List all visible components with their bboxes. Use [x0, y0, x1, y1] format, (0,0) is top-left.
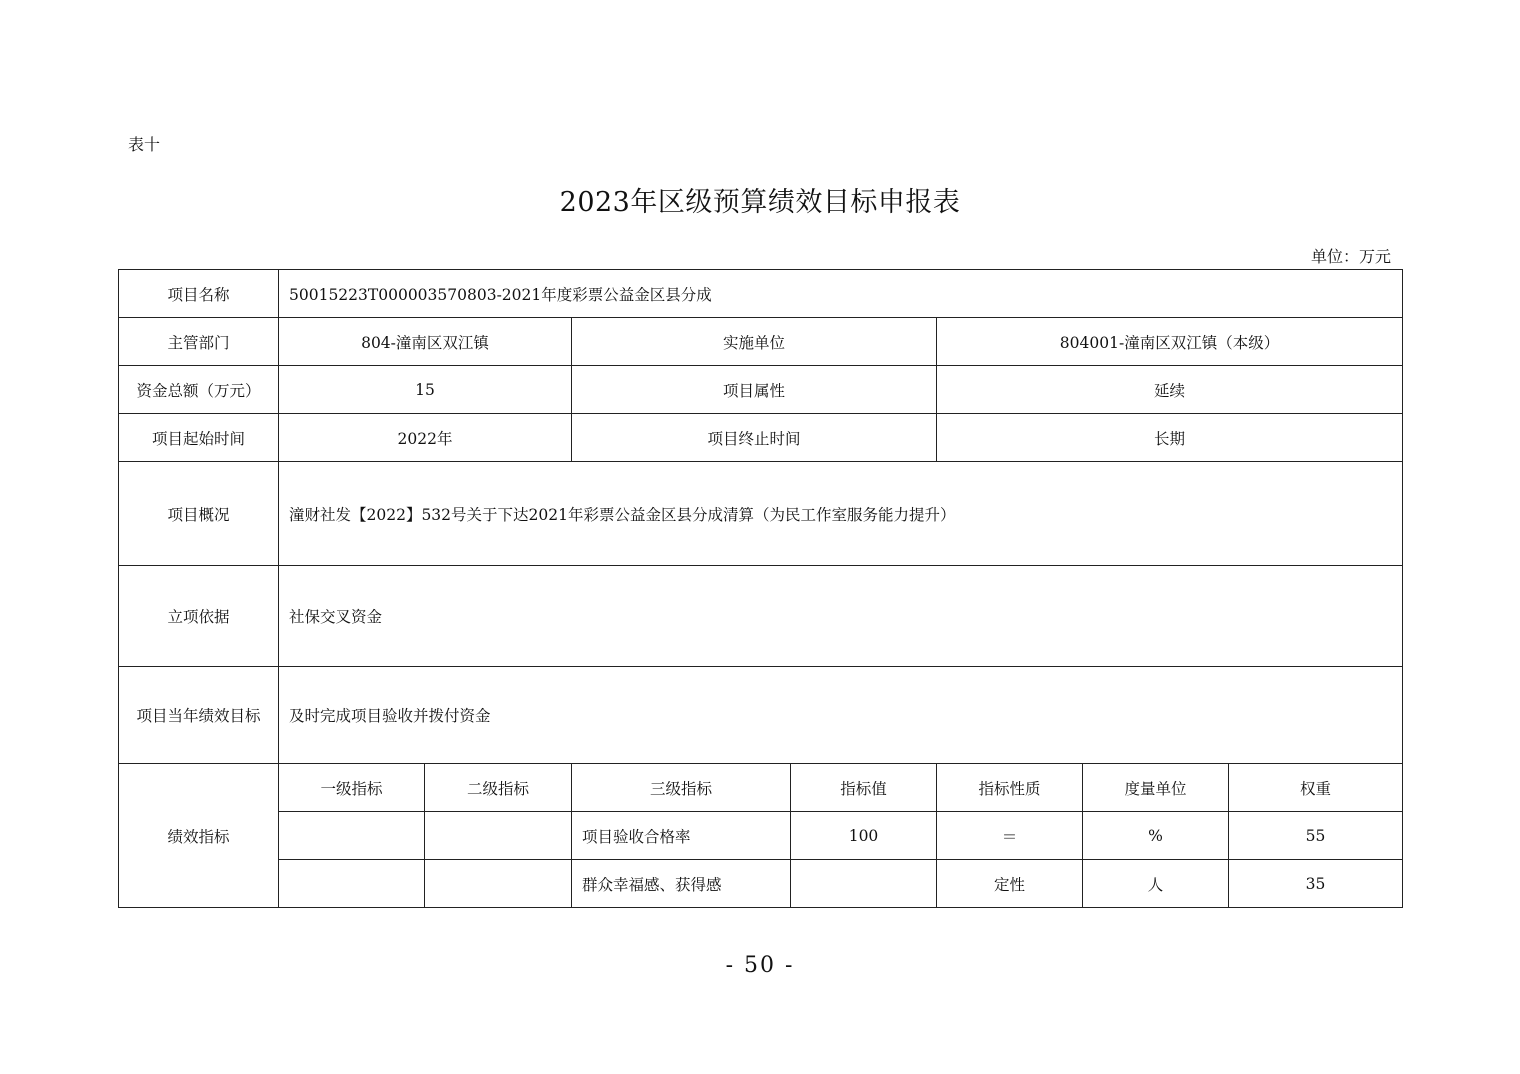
indicator-level1	[279, 812, 425, 860]
indicator-unit: 人	[1083, 860, 1229, 908]
dept-value: 804-潼南区双江镇	[279, 318, 572, 366]
basis-label: 立项依据	[119, 566, 279, 667]
overview-value: 潼财社发【2022】532号关于下达2021年彩票公益金区县分成清算（为民工作室服务能力提升）	[279, 462, 1403, 566]
row-basis	[119, 566, 1403, 667]
dept-label: 主管部门	[119, 318, 279, 366]
indicator-weight: 55	[1229, 812, 1403, 860]
unit-note: 单位：万元	[1310, 247, 1391, 266]
table-row	[119, 860, 1403, 908]
start-label: 项目起始时间	[119, 414, 279, 462]
goal-label: 项目当年绩效目标	[119, 667, 279, 764]
indicator-level2	[425, 860, 572, 908]
indicator-weight: 35	[1229, 860, 1403, 908]
row-period	[119, 414, 1403, 462]
page-number: - 50 -	[725, 953, 795, 978]
table-row	[119, 812, 1403, 860]
indicator-level3: 群众幸福感、获得感	[572, 860, 791, 908]
attr-value: 延续	[937, 366, 1403, 414]
indicator-nature: 定性	[937, 860, 1083, 908]
indicator-header-cell: 一级指标	[279, 764, 425, 812]
indicator-level1	[279, 860, 425, 908]
indicator-header-cell: 指标性质	[937, 764, 1083, 812]
row-indicator-header	[119, 764, 1403, 812]
row-overview	[119, 462, 1403, 566]
indicator-header-cell: 三级指标	[572, 764, 791, 812]
start-value: 2022年	[279, 414, 572, 462]
table-number: 表十	[128, 135, 161, 154]
project-name-value: 50015223T000003570803-2021年度彩票公益金区县分成	[279, 270, 1403, 318]
indicator-header-cell: 权重	[1229, 764, 1403, 812]
indicator-unit: %	[1083, 812, 1229, 860]
goal-value: 及时完成项目验收并拨付资金	[279, 667, 1403, 764]
end-value: 长期	[937, 414, 1403, 462]
indicator-value	[791, 860, 937, 908]
end-label: 项目终止时间	[572, 414, 937, 462]
basis-value: 社保交叉资金	[279, 566, 1403, 667]
row-project-name	[119, 270, 1403, 318]
indicator-level2	[425, 812, 572, 860]
budget-performance-form	[118, 269, 1403, 908]
impl-label: 实施单位	[572, 318, 937, 366]
indicator-header-cell: 指标值	[791, 764, 937, 812]
row-department	[119, 318, 1403, 366]
fund-value: 15	[279, 366, 572, 414]
indicator-header-cell: 二级指标	[425, 764, 572, 812]
indicator-value: 100	[791, 812, 937, 860]
indicator-header-cell: 度量单位	[1083, 764, 1229, 812]
indicator-nature: ＝	[937, 812, 1083, 860]
indicators-label: 绩效指标	[119, 764, 279, 908]
indicator-level3: 项目验收合格率	[572, 812, 791, 860]
page-title: 2023年区级预算绩效目标申报表	[559, 187, 961, 218]
impl-value: 804001-潼南区双江镇（本级）	[937, 318, 1403, 366]
row-goal	[119, 667, 1403, 764]
overview-label: 项目概况	[119, 462, 279, 566]
row-fund	[119, 366, 1403, 414]
attr-label: 项目属性	[572, 366, 937, 414]
project-name-label: 项目名称	[119, 270, 279, 318]
fund-label: 资金总额（万元）	[119, 366, 279, 414]
